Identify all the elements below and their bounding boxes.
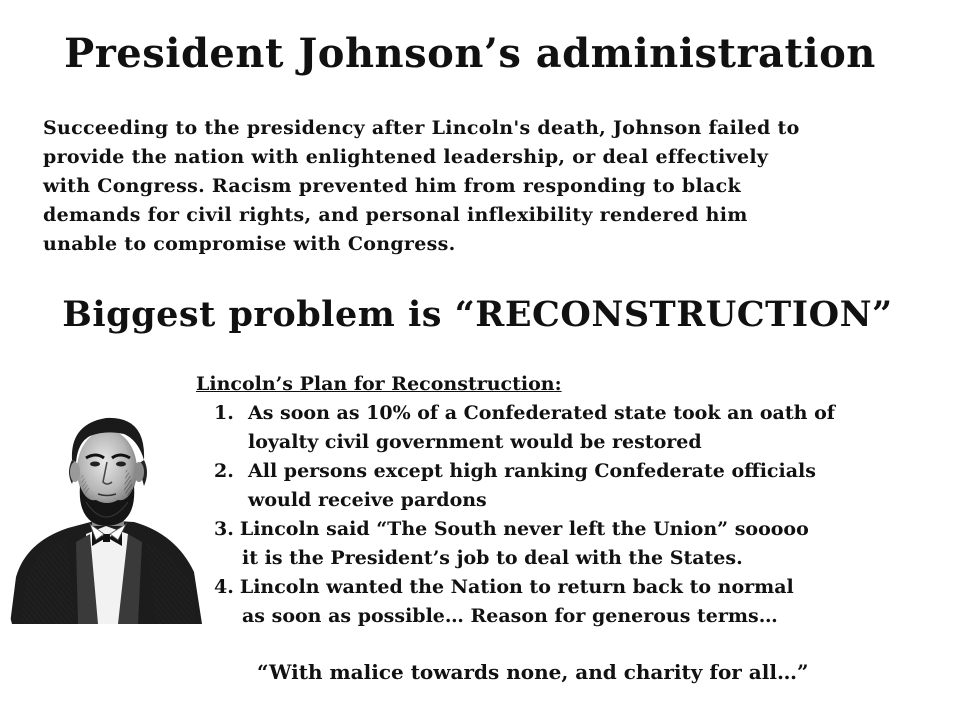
plan-item-text-continued: loyalty civil government would be restored xyxy=(248,431,702,453)
plan-item xyxy=(214,515,946,573)
lincoln-portrait-drawing xyxy=(6,402,206,624)
intro-line: with Congress. Racism prevented him from responding to black xyxy=(43,175,741,197)
plan-item-text: As soon as 10% of a Confederated state took an oath of xyxy=(248,402,835,424)
intro-line: demands for civil rights, and personal inflexibility rendered him xyxy=(43,204,748,226)
plan-item-number: 4. xyxy=(214,576,234,598)
plan-item-text-continued: it is the President’s job to deal with the States. xyxy=(242,547,743,569)
plan-item xyxy=(214,399,946,457)
lincoln-portrait xyxy=(6,402,206,624)
plan-item-text: Lincoln wanted the Nation to return back to normal xyxy=(239,576,794,598)
plan-item-text-continued: as soon as possible… Reason for generous terms… xyxy=(242,605,778,627)
plan-item-number: 3. xyxy=(214,518,234,540)
intro-line: unable to compromise with Congress. xyxy=(43,233,456,255)
intro-line: Succeeding to the presidency after Lincoln's death, Johnson failed to xyxy=(43,117,800,139)
slide-title: President Johnson’s administration xyxy=(64,30,876,77)
plan-item-number: 2. xyxy=(214,460,234,482)
plan-heading: Lincoln’s Plan for Reconstruction: xyxy=(196,373,562,395)
plan-item-text: All persons except high ranking Confederate officials xyxy=(248,460,816,482)
plan-item xyxy=(214,457,946,515)
plan-item-number: 1. xyxy=(214,402,234,424)
plan-item xyxy=(214,573,946,631)
intro-paragraph xyxy=(43,114,923,259)
plan-item-text-continued: would receive pardons xyxy=(248,489,487,511)
section-subtitle: Biggest problem is “RECONSTRUCTION” xyxy=(62,294,893,335)
lincoln-quote: “With malice towards none, and charity for all…” xyxy=(257,660,809,684)
plan-item-text: Lincoln said “The South never left the Union” sooooo xyxy=(239,518,809,540)
reconstruction-plan xyxy=(196,370,946,631)
intro-line: provide the nation with enlightened leadership, or deal effectively xyxy=(43,146,769,168)
